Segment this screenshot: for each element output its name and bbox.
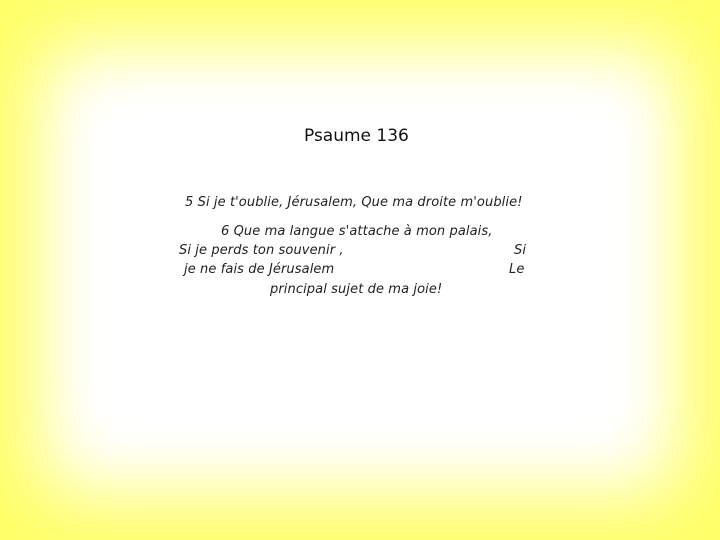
background-glow-core	[90, 100, 630, 430]
verse-5-line: 5 Si je t'oublie, Jérusalem, Que ma droite m'oublie!	[185, 195, 523, 210]
verse-line-si: Si	[514, 243, 527, 258]
verse-line-le: Le	[509, 262, 525, 277]
verse-line-joie: principal sujet de ma joie!	[270, 282, 443, 297]
verse-line-jerusalem: je ne fais de Jérusalem	[184, 262, 335, 277]
slide-title: Psaume 136	[304, 126, 409, 146]
verse-6-line: 6 Que ma langue s'attache à mon palais,	[221, 224, 493, 239]
verse-line-souvenir: Si je perds ton souvenir ,	[179, 243, 344, 258]
